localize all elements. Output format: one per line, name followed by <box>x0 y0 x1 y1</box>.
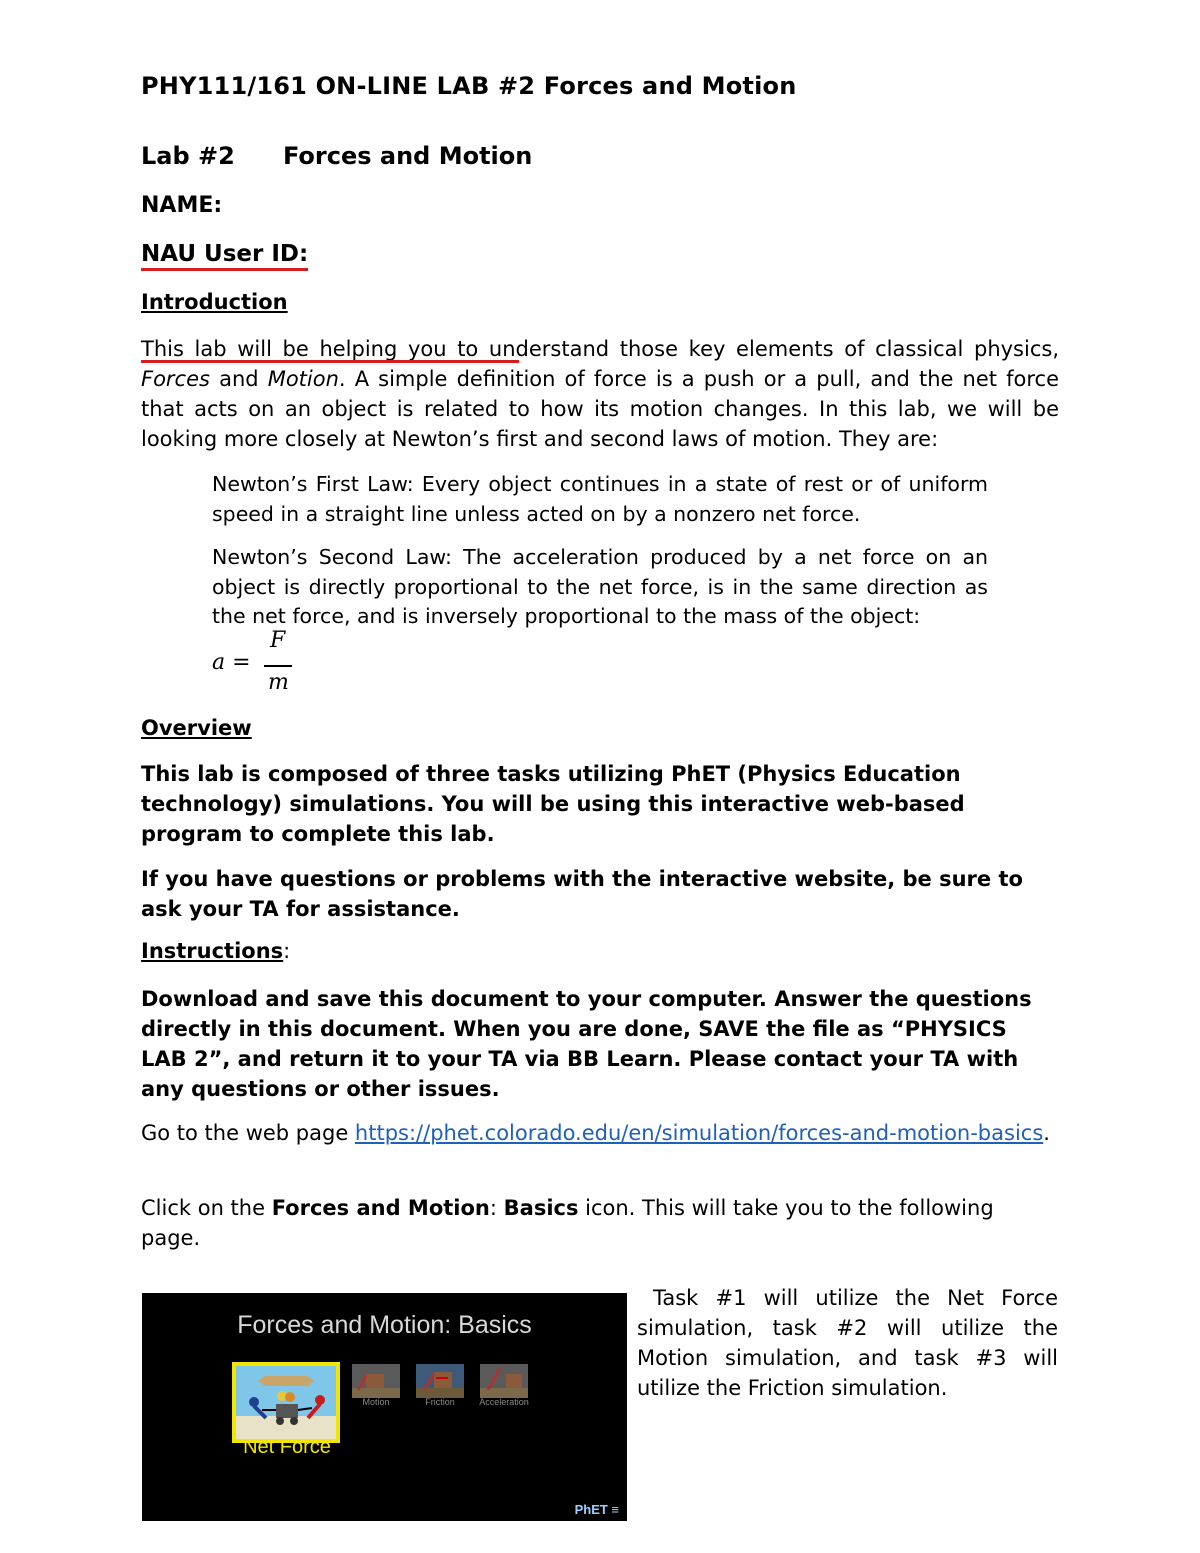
motion-thumbnail-label: Motion <box>362 1397 390 1407</box>
user-id-label: NAU User ID: <box>141 241 308 271</box>
click-colon: : <box>489 1196 504 1220</box>
equation-denominator: m <box>268 670 289 695</box>
instructions-heading-line <box>141 939 290 963</box>
intro-text-b: . A simple definition of force is a push or a pull, and the net force that acts on an object is related to how its motion changes. In this lab, we will be looking more closely at Newton’s first and second laws of motion. They are: <box>141 367 1060 451</box>
go-to-end: . <box>1043 1121 1050 1145</box>
acceleration-thumbnail[interactable] <box>480 1364 528 1398</box>
screenshot-title: Forces and Motion: Basics <box>237 1311 532 1339</box>
phet-logo[interactable]: PhET ≡ <box>574 1502 619 1517</box>
go-to-paragraph <box>141 1118 1059 1148</box>
click-text-a: Click on the <box>141 1196 272 1220</box>
first-law: Newton’s First Law: Every object continues in a state of rest or of uniform speed in a straight line unless acted on by a nonzero net force. <box>212 472 988 526</box>
motion-illustration <box>352 1364 400 1398</box>
intro-motion: Motion <box>267 367 339 391</box>
go-to-text: Go to the web page <box>141 1121 355 1145</box>
overview-paragraph-2: If you have questions or problems with the interactive website, be sure to ask your TA for assistance. <box>141 867 1023 921</box>
click-text-e: icon. This will take you to the following page. <box>141 1196 994 1250</box>
spelling-underline <box>141 360 519 363</box>
overview-paragraph-1: This lab is composed of three tasks utilizing PhET (Physics Education technology) simulations. You will be using this interactive web-based program to complete this lab. <box>141 762 965 846</box>
introduction-paragraph <box>141 334 1059 454</box>
click-paragraph <box>141 1193 1059 1253</box>
motion-thumbnail[interactable] <box>352 1364 400 1398</box>
net-force-icon[interactable] <box>232 1362 340 1443</box>
intro-and: and <box>209 367 268 391</box>
intro-forces: Forces <box>141 367 210 391</box>
lab-number: Lab #2 <box>141 142 235 170</box>
friction-illustration <box>416 1364 464 1398</box>
instructions-colon: : <box>283 939 291 963</box>
name-label: NAME: <box>141 193 223 218</box>
phet-screenshot <box>142 1293 627 1521</box>
instructions-heading: Instructions <box>141 939 284 963</box>
equation <box>212 626 312 698</box>
net-force-label: Net Force <box>243 1436 331 1458</box>
equation-lhs: a = <box>212 650 251 675</box>
document-header: PHY111/161 ON-LINE LAB #2 Forces and Motion <box>141 72 797 100</box>
friction-thumbnail-label: Friction <box>425 1397 455 1407</box>
net-force-illustration <box>236 1366 336 1439</box>
click-forces-motion: Forces and Motion <box>271 1196 490 1220</box>
introduction-heading: Introduction <box>141 290 288 314</box>
lab-title: Forces and Motion <box>283 142 533 170</box>
acceleration-illustration <box>480 1364 528 1398</box>
second-law: Newton’s Second Law: The acceleration produced by a net force on an object is directly proportional to the net force, is in the same direction as the net force, and is inversely proportional to the mass of the object: <box>212 545 988 628</box>
friction-thumbnail[interactable] <box>416 1364 464 1398</box>
instructions-paragraph: Download and save this document to your computer. Answer the questions directly in this document. When you are done, SAVE the file as “PHYSICS LAB 2”, and return it to your TA via BB Learn. Please contact your TA with any questions or other issues. <box>141 987 1032 1101</box>
click-basics: Basics <box>503 1196 579 1220</box>
task-description: Task #1 will utilize the Net Force simulation, task #2 will utilize the Motion simulation, and task #3 will utilize the Friction simulation. <box>637 1286 1058 1400</box>
phet-link[interactable]: https://phet.colorado.edu/en/simulation/forces-and-motion-basics <box>354 1121 1044 1145</box>
equation-numerator: F <box>270 628 286 653</box>
acceleration-thumbnail-label: Acceleration <box>479 1397 529 1407</box>
fraction-bar <box>264 665 292 667</box>
overview-heading: Overview <box>141 716 252 740</box>
intro-text-a: This lab will be helping you to understand those key elements of classical physics, <box>141 337 1059 361</box>
